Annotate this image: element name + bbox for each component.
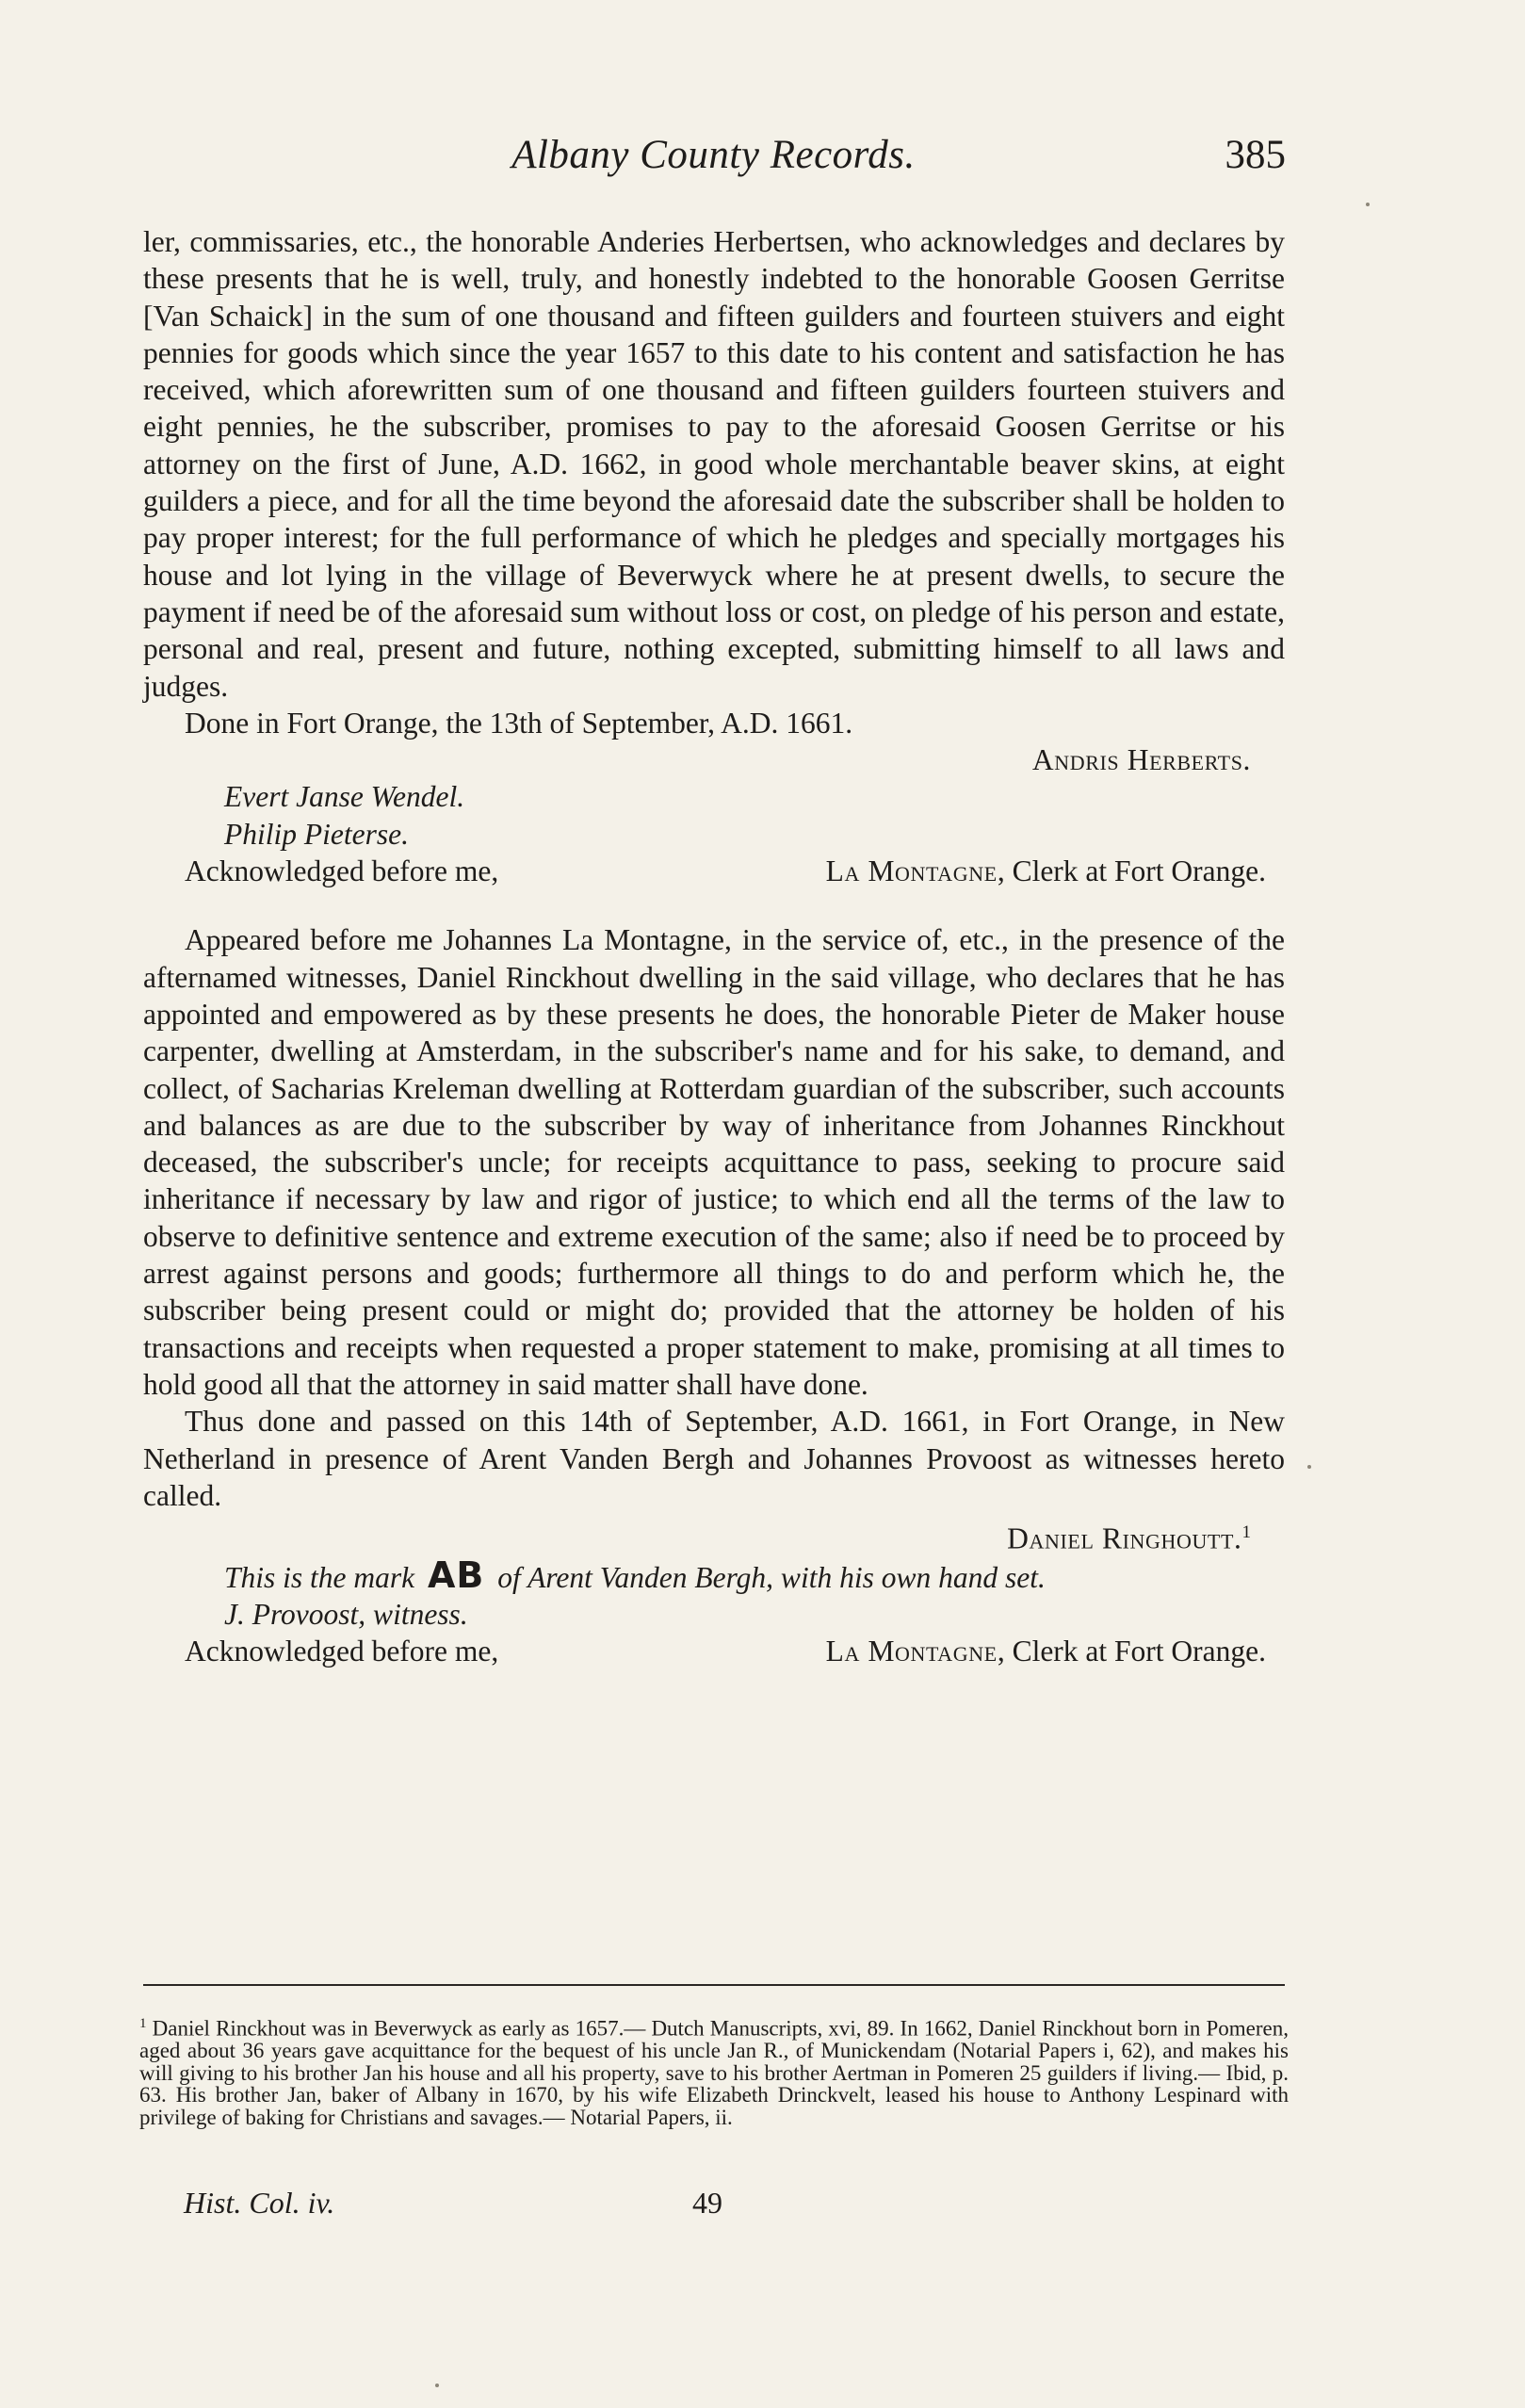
running-head	[141, 132, 1286, 188]
deed-2-clerk-title: , Clerk at Fort Orange.	[997, 1635, 1266, 1668]
deed-1-ack-label: Acknowledged before me,	[185, 854, 499, 888]
deed-2-footnote-ref: 1	[1241, 1522, 1251, 1543]
paper-speck	[435, 2384, 439, 2387]
deed-1-done-line: Done in Fort Orange, the 13th of September, A.D. 1661.	[185, 706, 853, 740]
deed-1-paragraph: ler, commissaries, etc., the honorable Anderies Herbertsen, who acknowledges and declares by these presents that he is well, truly, and honestly indebted to the honorable Goosen Gerritse [Van Schaick] in the sum of one thousand and fifteen guilders and fourteen stuivers and eight pennies for goods which since the year 1657 to this date to his content and satisfaction he has received, which aforewritten sum of one thousand and fifteen guilders fourteen stuivers and eight pennies, he the subscriber, promises to pay to the aforesaid Goosen Gerritse or his attorney on the first of June, A.D. 1662, in good whole merchantable beaver skins, at eight guilders a piece, and for all the time beyond the aforesaid date the subscriber shall be holden to pay proper interest; for the full performance of which he pledges and specially mortgages his house and lot lying in the village of Beverwyck where he at present dwells, to secure the payment if need be of the aforesaid sum without loss or cost, on pledge of his person and estate, personal and real, present and future, nothing excepted, submitting himself to all laws and judges.	[143, 225, 1285, 703]
deed-2-ack-clerk	[826, 1633, 1266, 1669]
deed-1-ack-clerk	[826, 853, 1266, 889]
mark-after-text: of Arent Vanden Bergh, with his own hand set.	[497, 1560, 1046, 1594]
vanden-bergh-mark: AB	[428, 1554, 485, 1596]
sheet-number: 49	[692, 2186, 722, 2220]
deed-2-paragraph: Appeared before me Johannes La Montagne, in the service of, etc., in the presence of the afternamed witnesses, Daniel Rinckhout dwelling in the said village, who declares that he has appointed and empowered as by these presents he does, the honorable Pieter de Maker house carpenter, dwelling at Amsterdam, in the subscriber's name and for his sake, to demand, and collect, of Sacharias Kreleman dwelling at Rotterdam guardian of the subscriber, such accounts and balances as are due to the subscriber by way of inheritance from Johannes Rinckhout deceased, the subscriber's uncle; for receipts acquittance to pass, seeking to procure said inheritance if necessary by law and rigor of justice; to which end all the terms of the law to observe to definitive sentence and extreme execution of the same; also if need be to proceed by arrest against persons and goods; furthermore all things to do and perform which he, the subscriber being present could or might do; provided that the attorney be holden of his transactions and receipts when requested a proper statement to make, promising at all times to hold good all that the attorney in said matter shall have done.	[143, 923, 1285, 1401]
deed-1-clerk-name: La Montagne	[825, 854, 998, 888]
page-number: 385	[1225, 133, 1286, 177]
footnote	[139, 2013, 1289, 2128]
deed-2-done-line: Thus done and passed on this 14th of September, A.D. 1661, in Fort Orange, in New Netherland in presence of Arent Vanden Bergh and Johannes Provoost as witnesses hereto called.	[143, 1405, 1285, 1512]
paper-speck	[1307, 1465, 1311, 1469]
deed-2-witness: J. Provoost, witness.	[224, 1598, 468, 1632]
deed-1-signer: Andris Herberts.	[1031, 743, 1251, 777]
body-text	[143, 223, 1285, 1670]
footnote-marker: 1	[139, 2016, 147, 2031]
deed-2-signer-line	[143, 1514, 1285, 1557]
footnote-divider	[143, 1984, 1285, 1986]
deed-1-witness-2: Philip Pieterse.	[224, 817, 409, 851]
deed-1-acknowledgement	[143, 853, 1285, 889]
mark-before-text: This is the mark	[224, 1560, 415, 1594]
series-note: Hist. Col. iv.	[184, 2186, 335, 2220]
deed-2-signer: Daniel Ringhoutt.	[1007, 1521, 1242, 1555]
deed-2-clerk-name: La Montagne	[825, 1635, 998, 1668]
paper-speck	[1366, 203, 1370, 206]
deed-2-mark-line	[143, 1554, 1285, 1596]
running-title: Albany County Records.	[511, 133, 916, 177]
deed-2-ack-label: Acknowledged before me,	[185, 1635, 499, 1668]
deed-1-clerk-title: , Clerk at Fort Orange.	[997, 854, 1266, 888]
deed-2-acknowledgement	[143, 1633, 1285, 1669]
deed-1-witness-1: Evert Janse Wendel.	[224, 780, 465, 814]
footnote-text: Daniel Rinckhout was in Beverwyck as early as 1657.— Dutch Manuscripts, xvi, 89. In 1662, Daniel Rinckhout born in Pomeren, aged about 36 years gave acquittance for the bequest of his uncle Jan R., of Munickendam (Notarial Papers i, 62), and makes his will giving to his brother Jan his house and all his property, save to his brother Aertman in Pomeren 25 guilders if living.— Ibid, p. 63. His brother Jan, baker of Albany in 1670, by his wife Elizabeth Drinckvelt, leased his house to Anthony Lespinard with privilege of baking for Christians and savages.— Notarial Papers, ii.	[139, 2016, 1289, 2129]
section-gap	[143, 889, 1285, 921]
